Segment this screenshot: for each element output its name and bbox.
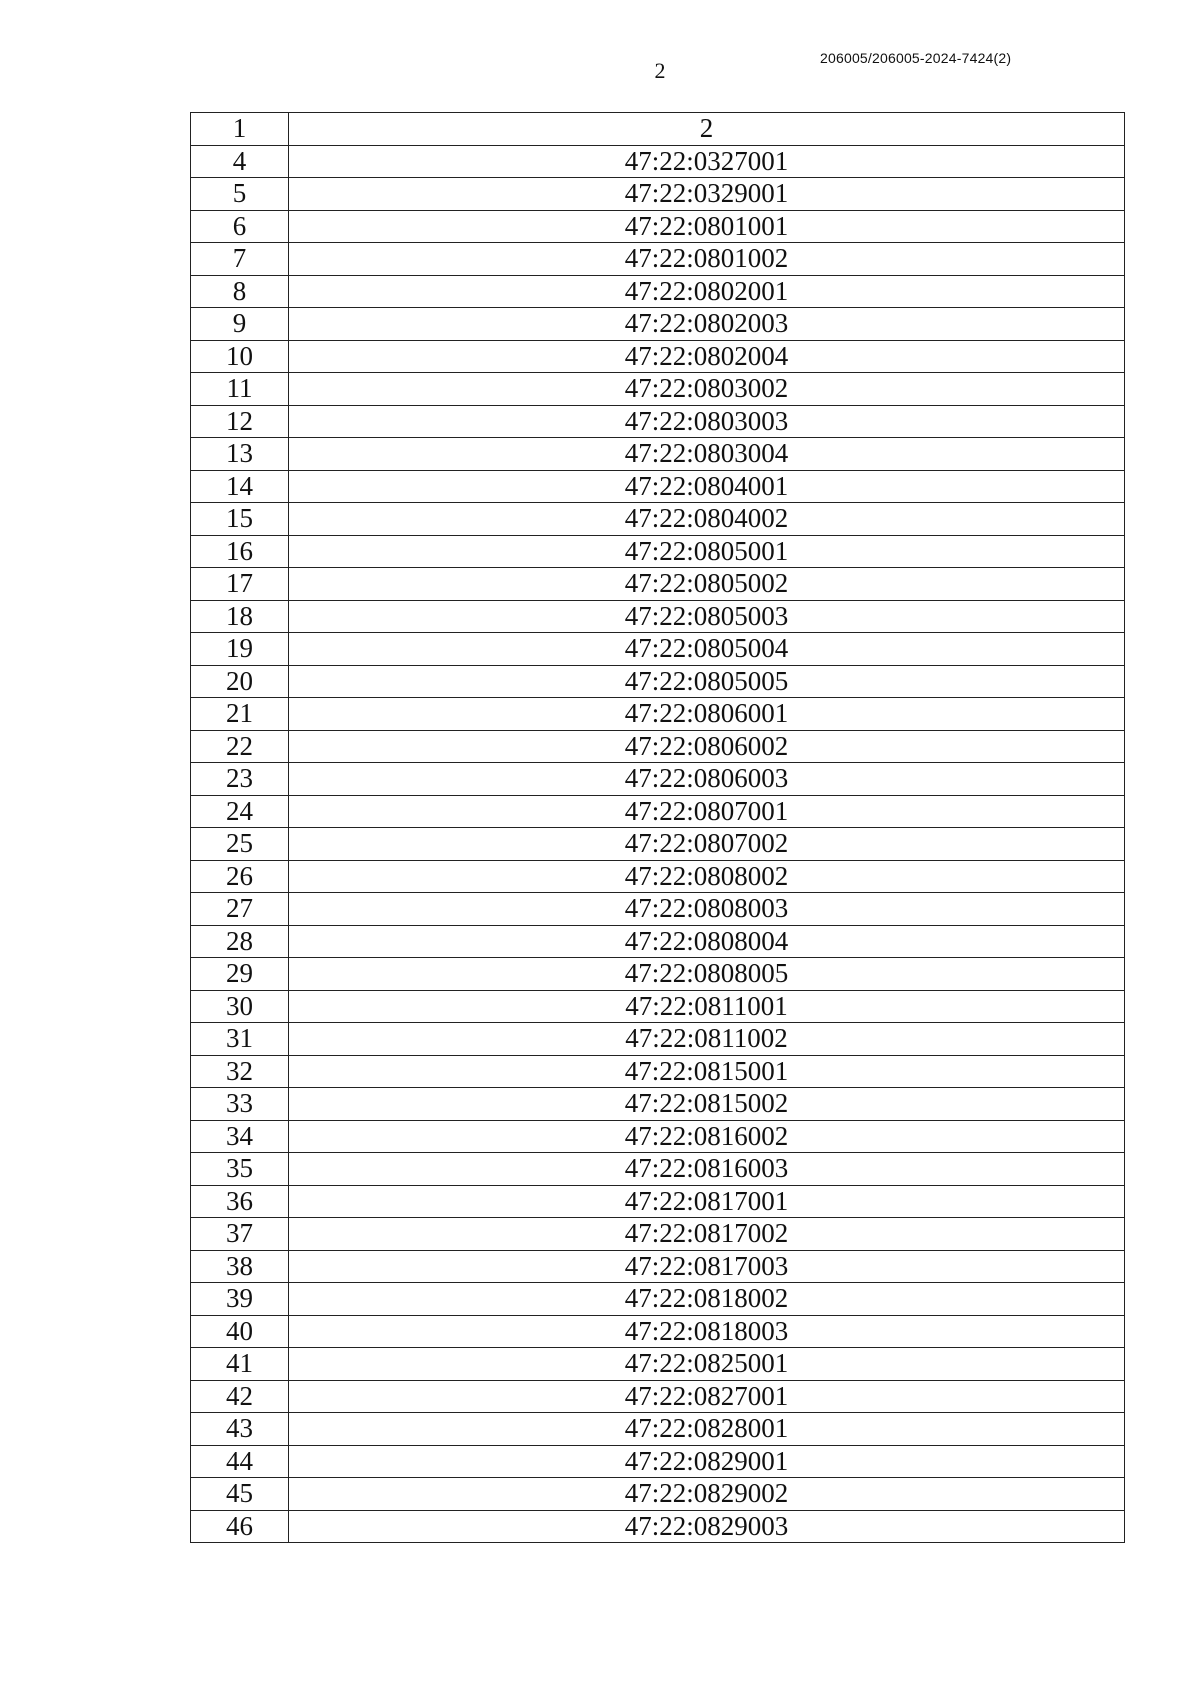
table-body <box>191 113 1125 1543</box>
cadastral-code-cell: 47:22:0805002 <box>289 568 1125 601</box>
table-row <box>191 1023 1125 1056</box>
table-row <box>191 1413 1125 1446</box>
table-row <box>191 1153 1125 1186</box>
row-number-cell: 16 <box>191 535 289 568</box>
cadastral-code-cell: 47:22:0327001 <box>289 145 1125 178</box>
cadastral-code-cell: 47:22:0808004 <box>289 925 1125 958</box>
row-number-cell: 5 <box>191 178 289 211</box>
cadastral-code-cell: 47:22:0825001 <box>289 1348 1125 1381</box>
table-row <box>191 600 1125 633</box>
cadastral-code-cell: 47:22:0815001 <box>289 1055 1125 1088</box>
table-row <box>191 925 1125 958</box>
table-row <box>191 178 1125 211</box>
row-number-cell: 6 <box>191 210 289 243</box>
row-number-cell: 25 <box>191 828 289 861</box>
row-number-cell: 43 <box>191 1413 289 1446</box>
table-row <box>191 958 1125 991</box>
row-number-cell: 26 <box>191 860 289 893</box>
cadastral-code-cell: 47:22:0806003 <box>289 763 1125 796</box>
table-row <box>191 210 1125 243</box>
row-number-cell: 44 <box>191 1445 289 1478</box>
table-row <box>191 1510 1125 1543</box>
row-number-cell: 11 <box>191 373 289 406</box>
table-row <box>191 698 1125 731</box>
cadastral-code-cell: 47:22:0808002 <box>289 860 1125 893</box>
cadastral-code-cell: 47:22:0806001 <box>289 698 1125 731</box>
cadastral-code-cell: 47:22:0804002 <box>289 503 1125 536</box>
table-row <box>191 568 1125 601</box>
row-number-cell: 40 <box>191 1315 289 1348</box>
table-row <box>191 795 1125 828</box>
row-number-cell: 4 <box>191 145 289 178</box>
cadastral-code-cell: 47:22:0802003 <box>289 308 1125 341</box>
table-row <box>191 1185 1125 1218</box>
row-number-cell: 27 <box>191 893 289 926</box>
cadastral-code-cell: 47:22:0805005 <box>289 665 1125 698</box>
cadastral-code-cell: 47:22:0807002 <box>289 828 1125 861</box>
table-row <box>191 1088 1125 1121</box>
row-number-cell: 15 <box>191 503 289 536</box>
row-number-cell: 28 <box>191 925 289 958</box>
row-number-cell: 39 <box>191 1283 289 1316</box>
table-row <box>191 145 1125 178</box>
cadastral-code-cell: 47:22:0802004 <box>289 340 1125 373</box>
document-id: 206005/206005-2024-7424(2) <box>820 50 1012 66</box>
row-number-cell: 17 <box>191 568 289 601</box>
row-number-cell: 24 <box>191 795 289 828</box>
table-row <box>191 730 1125 763</box>
cadastral-code-cell: 47:22:0803003 <box>289 405 1125 438</box>
row-number-cell: 38 <box>191 1250 289 1283</box>
table-row <box>191 633 1125 666</box>
header-cell-num: 1 <box>191 113 289 146</box>
cadastral-code-cell: 47:22:0816002 <box>289 1120 1125 1153</box>
cadastral-code-cell: 47:22:0816003 <box>289 1153 1125 1186</box>
table-row <box>191 1445 1125 1478</box>
cadastral-code-cell: 47:22:0829002 <box>289 1478 1125 1511</box>
cadastral-code-cell: 47:22:0807001 <box>289 795 1125 828</box>
row-number-cell: 30 <box>191 990 289 1023</box>
row-number-cell: 9 <box>191 308 289 341</box>
cadastral-code-cell: 47:22:0803002 <box>289 373 1125 406</box>
table-row <box>191 405 1125 438</box>
cadastral-code-cell: 47:22:0801002 <box>289 243 1125 276</box>
cadastral-code-cell: 47:22:0818002 <box>289 1283 1125 1316</box>
cadastral-code-cell: 47:22:0806002 <box>289 730 1125 763</box>
row-number-cell: 36 <box>191 1185 289 1218</box>
row-number-cell: 31 <box>191 1023 289 1056</box>
table-row <box>191 1218 1125 1251</box>
row-number-cell: 10 <box>191 340 289 373</box>
row-number-cell: 33 <box>191 1088 289 1121</box>
table-row <box>191 373 1125 406</box>
table-row <box>191 308 1125 341</box>
cadastral-code-cell: 47:22:0829001 <box>289 1445 1125 1478</box>
cadastral-code-cell: 47:22:0329001 <box>289 178 1125 211</box>
cadastral-code-cell: 47:22:0808003 <box>289 893 1125 926</box>
table-row <box>191 1315 1125 1348</box>
row-number-cell: 12 <box>191 405 289 438</box>
cadastral-code-cell: 47:22:0804001 <box>289 470 1125 503</box>
table-row <box>191 535 1125 568</box>
table-row <box>191 275 1125 308</box>
table-row <box>191 340 1125 373</box>
table-row <box>191 828 1125 861</box>
cadastral-table <box>190 112 1125 1543</box>
row-number-cell: 13 <box>191 438 289 471</box>
cadastral-code-cell: 47:22:0808005 <box>289 958 1125 991</box>
table-row <box>191 1348 1125 1381</box>
row-number-cell: 21 <box>191 698 289 731</box>
table-row <box>191 763 1125 796</box>
cadastral-code-cell: 47:22:0802001 <box>289 275 1125 308</box>
table-row <box>191 1283 1125 1316</box>
cadastral-code-cell: 47:22:0818003 <box>289 1315 1125 1348</box>
cadastral-code-cell: 47:22:0817001 <box>289 1185 1125 1218</box>
table-row <box>191 860 1125 893</box>
table-row <box>191 1380 1125 1413</box>
cadastral-code-cell: 47:22:0829003 <box>289 1510 1125 1543</box>
page-number: 2 <box>654 58 666 83</box>
table-row <box>191 990 1125 1023</box>
table-row <box>191 1250 1125 1283</box>
table-header-row <box>191 113 1125 146</box>
cadastral-code-cell: 47:22:0817002 <box>289 1218 1125 1251</box>
row-number-cell: 14 <box>191 470 289 503</box>
table-row <box>191 470 1125 503</box>
row-number-cell: 20 <box>191 665 289 698</box>
table-row <box>191 243 1125 276</box>
cadastral-code-cell: 47:22:0811001 <box>289 990 1125 1023</box>
row-number-cell: 35 <box>191 1153 289 1186</box>
table-row <box>191 438 1125 471</box>
cadastral-code-cell: 47:22:0805004 <box>289 633 1125 666</box>
cadastral-code-cell: 47:22:0803004 <box>289 438 1125 471</box>
row-number-cell: 32 <box>191 1055 289 1088</box>
table-row <box>191 893 1125 926</box>
table-row <box>191 1055 1125 1088</box>
table-row <box>191 1120 1125 1153</box>
row-number-cell: 41 <box>191 1348 289 1381</box>
cadastral-code-cell: 47:22:0811002 <box>289 1023 1125 1056</box>
row-number-cell: 34 <box>191 1120 289 1153</box>
cadastral-code-cell: 47:22:0817003 <box>289 1250 1125 1283</box>
table-row <box>191 503 1125 536</box>
cadastral-code-cell: 47:22:0805001 <box>289 535 1125 568</box>
cadastral-code-cell: 47:22:0801001 <box>289 210 1125 243</box>
row-number-cell: 18 <box>191 600 289 633</box>
row-number-cell: 46 <box>191 1510 289 1543</box>
table-row <box>191 1478 1125 1511</box>
row-number-cell: 19 <box>191 633 289 666</box>
row-number-cell: 23 <box>191 763 289 796</box>
row-number-cell: 42 <box>191 1380 289 1413</box>
table-row <box>191 665 1125 698</box>
row-number-cell: 37 <box>191 1218 289 1251</box>
row-number-cell: 29 <box>191 958 289 991</box>
cadastral-code-cell: 47:22:0805003 <box>289 600 1125 633</box>
row-number-cell: 45 <box>191 1478 289 1511</box>
cadastral-code-cell: 47:22:0815002 <box>289 1088 1125 1121</box>
row-number-cell: 7 <box>191 243 289 276</box>
cadastral-code-cell: 47:22:0827001 <box>289 1380 1125 1413</box>
row-number-cell: 22 <box>191 730 289 763</box>
cadastral-code-cell: 47:22:0828001 <box>289 1413 1125 1446</box>
row-number-cell: 8 <box>191 275 289 308</box>
header-cell-code: 2 <box>289 113 1125 146</box>
